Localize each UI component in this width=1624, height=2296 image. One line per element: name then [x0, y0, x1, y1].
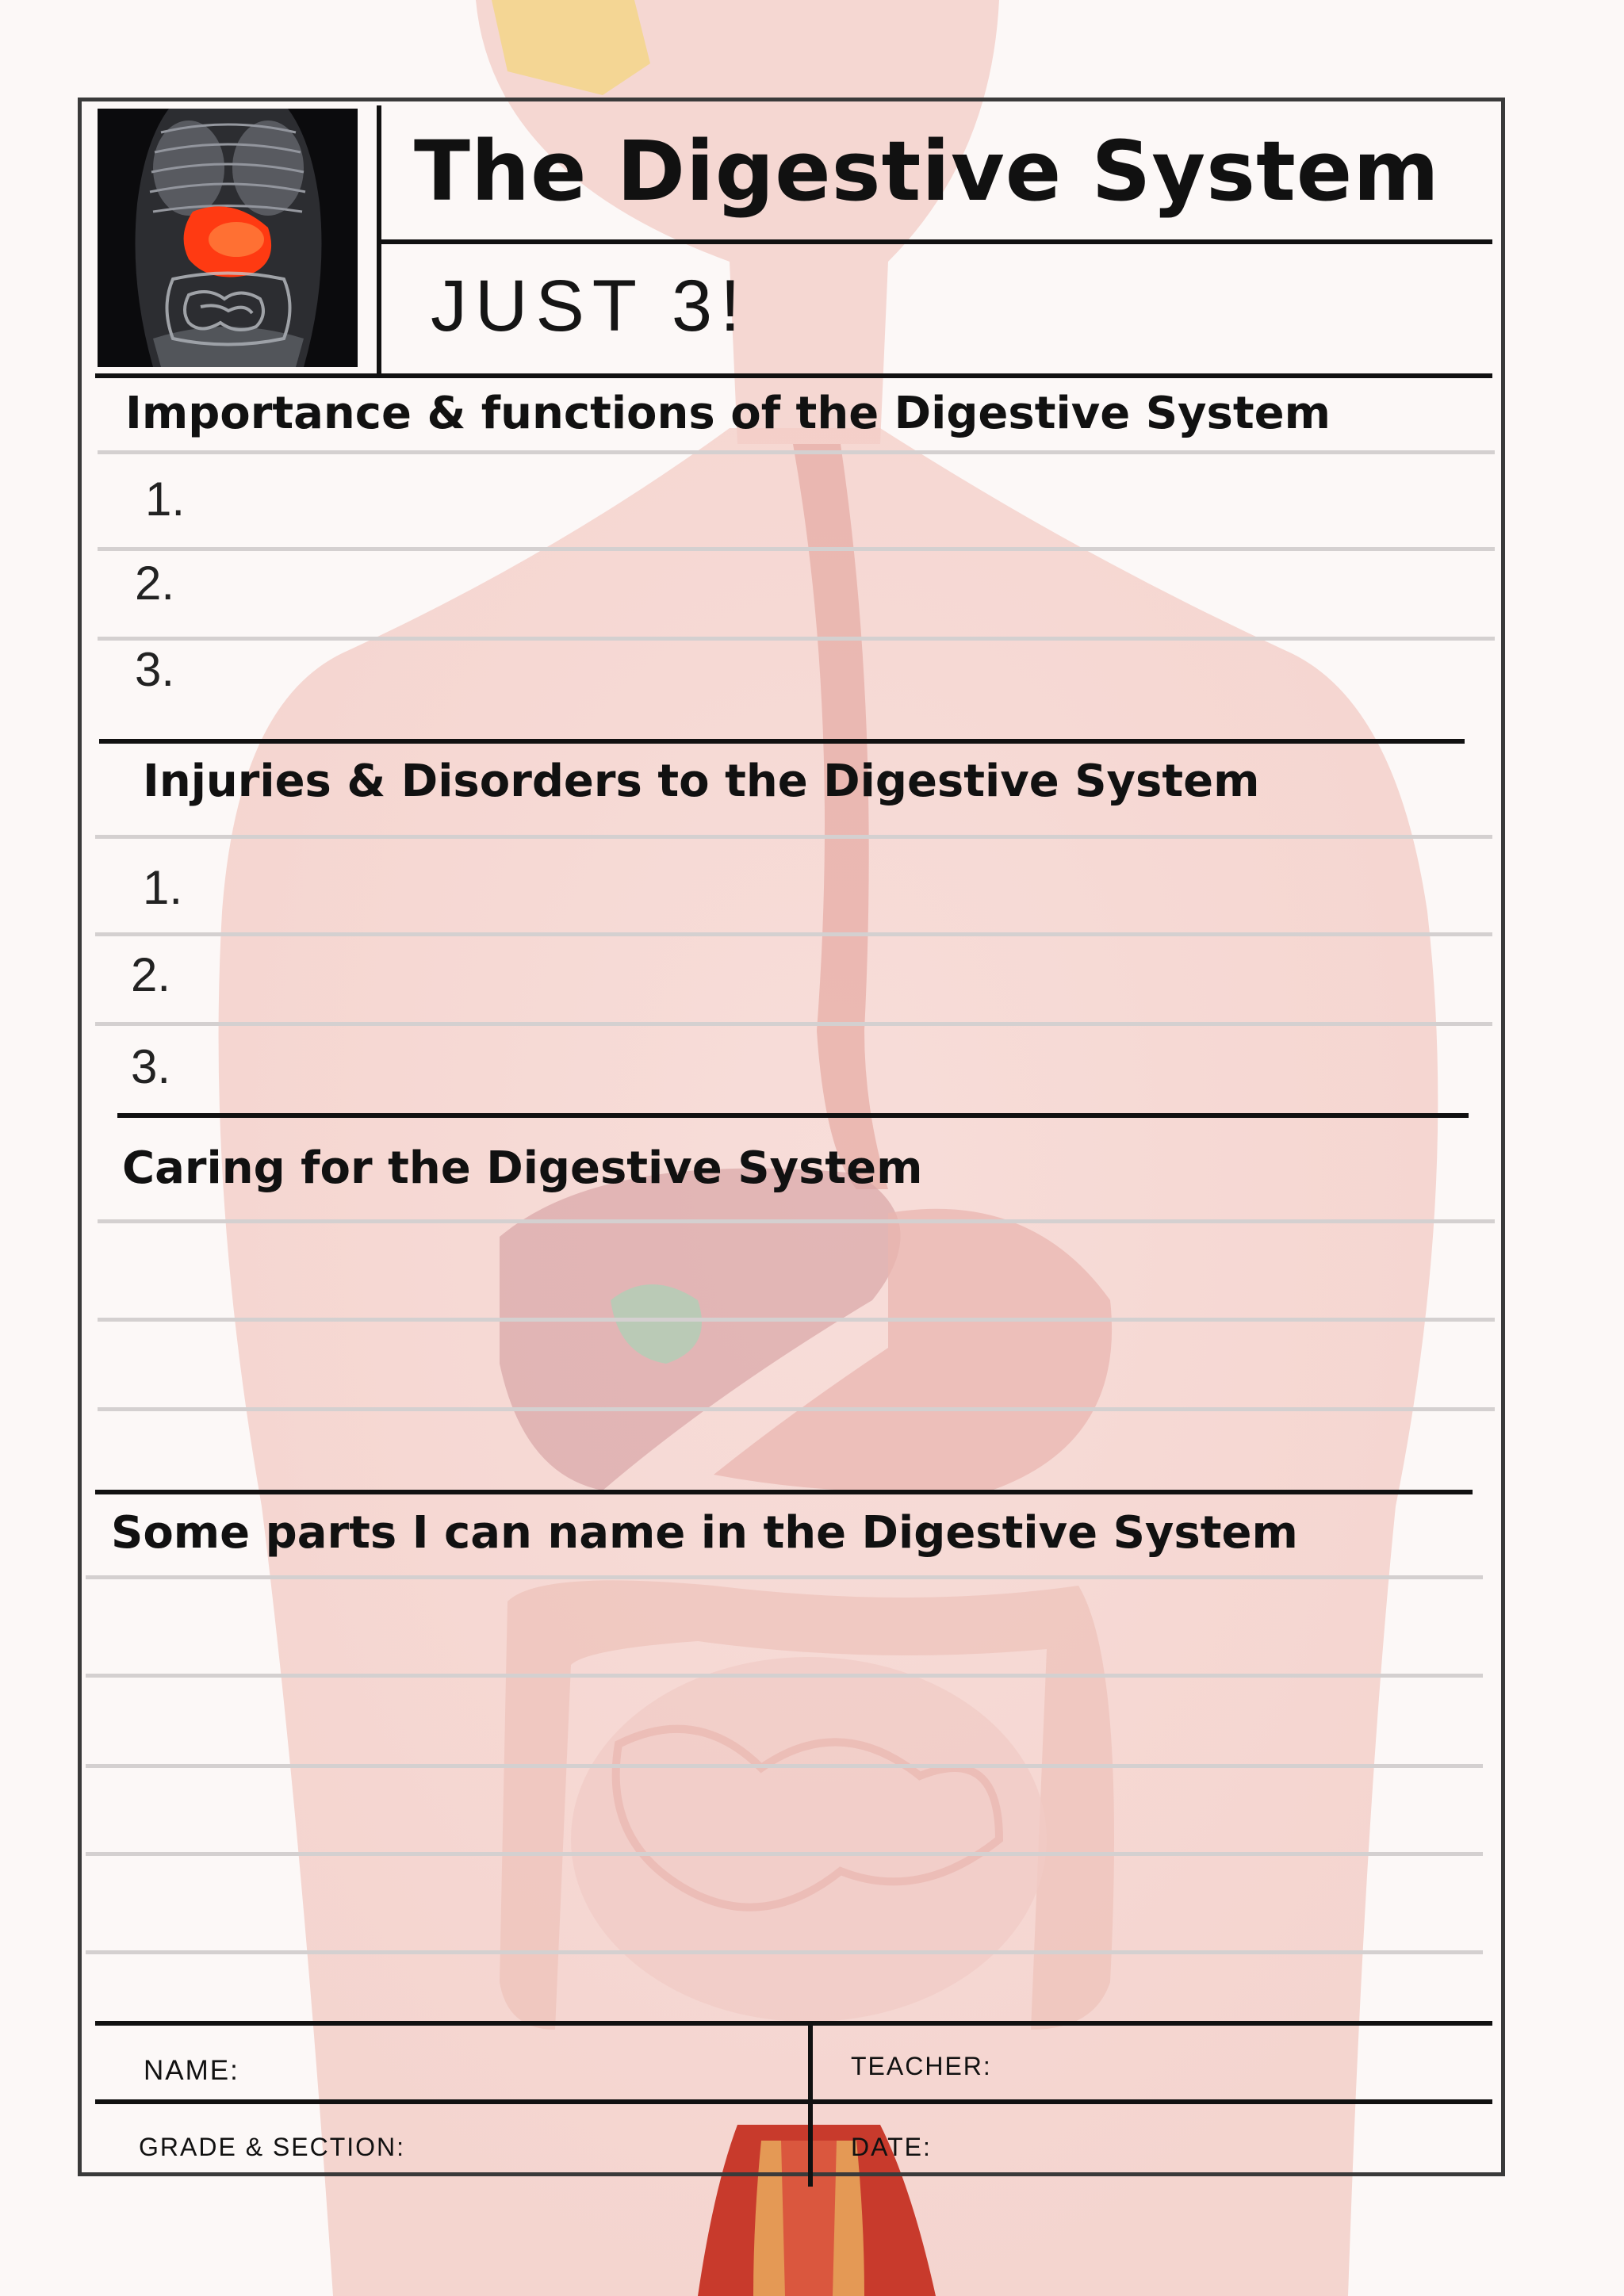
- section-divider: [95, 1490, 1473, 1494]
- section-heading-importance: Importance & functions of the Digestive System: [125, 388, 1331, 439]
- writing-line[interactable]: [98, 637, 1495, 641]
- writing-line[interactable]: [95, 835, 1492, 839]
- list-number-2: 2.: [131, 948, 171, 1001]
- footer-top-rule: [95, 2021, 1492, 2026]
- writing-line[interactable]: [98, 547, 1495, 551]
- name-field-label: NAME:: [144, 2055, 239, 2086]
- worksheet-subtitle: JUST 3!: [431, 266, 749, 346]
- section-divider: [99, 739, 1465, 744]
- list-number-3: 3.: [135, 643, 175, 696]
- date-field-label: DATE:: [851, 2133, 932, 2161]
- grade-section-field-label: GRADE & SECTION:: [139, 2133, 406, 2161]
- writing-line[interactable]: [95, 1022, 1492, 1026]
- footer-middle-rule: [95, 2099, 1492, 2104]
- writing-line[interactable]: [86, 1674, 1483, 1678]
- section-heading-injuries: Injuries & Disorders to the Digestive System: [143, 756, 1260, 807]
- title-underline: [379, 239, 1492, 244]
- list-number-1: 1.: [143, 861, 183, 914]
- list-number-1: 1.: [145, 473, 186, 526]
- writing-line[interactable]: [86, 1764, 1483, 1768]
- section-divider: [117, 1113, 1469, 1118]
- digestive-system-thumbnail: [98, 109, 358, 367]
- list-number-2: 2.: [135, 557, 175, 610]
- footer-vertical-divider: [808, 2023, 813, 2187]
- worksheet-title: The Digestive System: [414, 123, 1440, 220]
- section-heading-caring: Caring for the Digestive System: [122, 1142, 923, 1194]
- writing-line[interactable]: [98, 1219, 1495, 1223]
- list-number-3: 3.: [131, 1040, 171, 1093]
- writing-line[interactable]: [98, 1318, 1495, 1322]
- writing-line[interactable]: [86, 1950, 1483, 1954]
- header-bottom-rule: [95, 373, 1492, 378]
- teacher-field-label: TEACHER:: [851, 2052, 992, 2080]
- writing-line[interactable]: [86, 1852, 1483, 1856]
- writing-line[interactable]: [98, 1407, 1495, 1411]
- writing-line[interactable]: [95, 932, 1492, 936]
- writing-line[interactable]: [86, 1575, 1483, 1579]
- writing-line[interactable]: [98, 450, 1495, 454]
- section-heading-parts: Some parts I can name in the Digestive System: [111, 1507, 1298, 1559]
